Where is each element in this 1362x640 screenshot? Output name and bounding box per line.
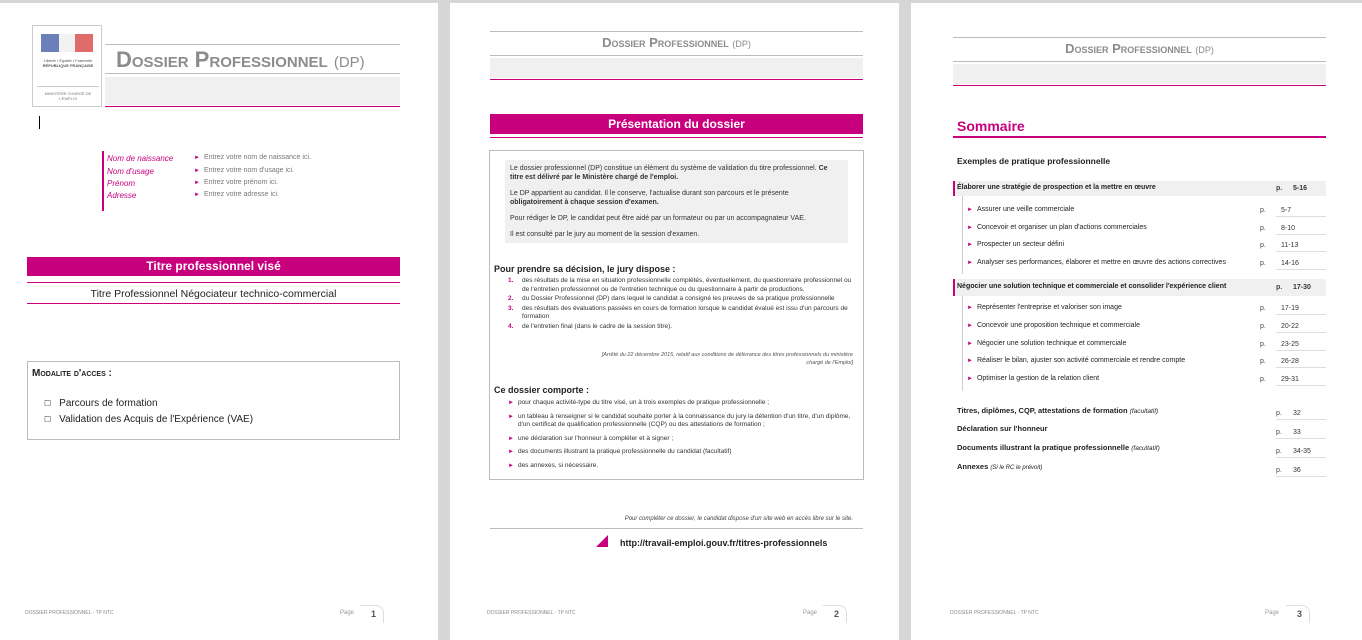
list-item: ► des documents illustrant la pratique professionnelle du candidat (facultatif) — [508, 448, 732, 455]
footer-left: DOSSIER PROFESSIONNEL - TP NTC — [950, 610, 1039, 616]
intro-paragraph-1: Le dossier professionnel (DP) constitue un élément du système de validation du titre professionnel. Ce titre est délivré par le Ministère chargé de l'emploi. — [510, 165, 828, 181]
footer-left: DOSSIER PROFESSIONNEL - TP NTC — [487, 610, 576, 616]
toc-item[interactable]: ► Concevoir une proposition technique et commerciale — [967, 322, 1140, 329]
intro-paragraph-4: Il est consulté par le jury au moment de la session d'examen. — [510, 231, 700, 238]
republique-francaise-logo — [32, 25, 102, 107]
footer-page-number: 3 — [1297, 609, 1303, 619]
footer-page-label: Page — [1265, 610, 1280, 616]
list-item: ► un tableau à renseigner si le candidat souhaite porter à la connaissance du jury la détention d'un titre, d'un diplôme, d'un certificat de qualification professionnelle (CQP) ou des attestations de formation ; — [508, 412, 851, 428]
field-label-nom-usage: Nom d'usage — [107, 167, 154, 176]
toc-item[interactable]: ► Réaliser le bilan, ajuster son activité commerciale et rendre compte — [967, 357, 1186, 364]
toc-item[interactable]: ► Optimiser la gestion de la relation client — [967, 375, 1100, 382]
toc-extra-annexes[interactable]: Annexes (Si le RC le prévoit) — [957, 462, 1043, 471]
footer-left: DOSSIER PROFESSIONNEL - TP NTC — [25, 610, 114, 616]
jury-list — [508, 277, 853, 331]
footer-page-label: Page — [340, 610, 355, 616]
intro-paragraph-2: Le DP appartient au candidat. Il le conserve, l'actualise durant son parcours et le présente obligatoirement à chaque session d'examen. — [510, 190, 789, 206]
field-nom-naissance[interactable]: ► Entrez votre nom de naissance ici. — [194, 154, 311, 161]
field-label-adresse: Adresse — [107, 191, 137, 200]
titre-band: Titre professionnel visé — [27, 257, 400, 276]
header-shade — [105, 77, 400, 105]
list-item: 3. des résultats des évaluations passées en cours de formation lorsque le candidat évalué est issu d'un parcours de formation — [508, 304, 848, 320]
toc-item[interactable]: ► Analyser ses performances, élaborer et mettre en œuvre des actions correctives — [967, 259, 1226, 266]
footer-page-number: 2 — [834, 609, 840, 619]
titre-value[interactable]: Titre Professionnel Négociateur technico-commercial — [90, 288, 337, 300]
toc-extra-titres[interactable]: Titres, diplômes, CQP, attestations de formation (facultatif) — [957, 406, 1159, 415]
document-page-1[interactable] — [0, 3, 438, 640]
logo-ministry: MINISTÈRE CHARGÉ DE L'EMPLOI — [37, 86, 99, 101]
exemples-heading: Exemples de pratique professionnelle — [957, 156, 1111, 166]
toc-item[interactable]: ► Assurer une veille commerciale — [967, 206, 1075, 213]
presentation-band: Présentation du dossier — [490, 114, 863, 134]
toc-item[interactable]: ► Prospecter un secteur défini — [967, 241, 1065, 248]
intro-paragraph-3: Pour rédiger le DP, le candidat peut être aidé par un formateur ou par un accompagnateur VAE. — [510, 215, 806, 222]
field-label-prenom: Prénom — [107, 179, 136, 188]
website-link[interactable]: http://travail-emploi.gouv.fr/titres-professionnels — [620, 538, 828, 548]
arrete-citation: [Arrêté du 22 décembre 2015, relatif aux conditions de délivrance des titres professionnels du ministère chargé de l'Emploi] — [601, 352, 853, 366]
list-item: ► pour chaque activité-type du titre visé, un à trois exemples de pratique professionnelle ; — [508, 399, 770, 406]
field-adresse[interactable]: ► Entrez votre adresse ici. — [194, 191, 280, 198]
field-prenom[interactable]: ► Entrez votre prénom ici. — [194, 179, 278, 186]
flag-icon — [41, 34, 93, 52]
list-item: ► des annexes, si nécessaire. — [508, 461, 599, 469]
logo-republic: RÉPUBLIQUE FRANÇAISE — [42, 63, 94, 68]
field-nom-usage[interactable]: ► Entrez votre nom d'usage ici. — [194, 167, 294, 174]
modalite-option-formation[interactable]: ☐ Parcours de formation — [44, 398, 158, 409]
logo-motto: Liberté • Égalité • Fraternité — [43, 58, 93, 63]
jury-heading: Pour prendre sa décision, le jury dispose : — [494, 264, 676, 274]
page-header-title: Dossier Professionnel (DP) — [1065, 41, 1214, 56]
document-page-2[interactable] — [450, 3, 899, 640]
header-rule — [105, 44, 400, 45]
checkbox-icon[interactable]: ☐ — [44, 399, 52, 408]
text-cursor — [39, 116, 40, 129]
toc-extra-documents[interactable]: Documents illustrant la pratique professionnelle (facultatif) — [957, 443, 1160, 452]
complete-note: Pour compléter ce dossier, le candidat dispose d'un site web en accès libre sur le site. — [624, 516, 853, 522]
footer-page-number: 1 — [371, 609, 377, 619]
list-item: 4. de l'entretien final (dans le cadre de la session titre). — [508, 322, 673, 330]
document-title: Dossier Professionnel (DP) — [116, 47, 365, 72]
toc-section-1[interactable]: Élaborer une stratégie de prospection et la mettre en œuvre — [957, 184, 1156, 191]
modalite-box — [27, 361, 400, 440]
field-label-nom-naissance: Nom de naissance — [107, 154, 174, 163]
sommaire-heading: Sommaire — [957, 118, 1025, 134]
toc-section-2[interactable]: Négocier une solution technique et commerciale et consolider l'expérience client — [957, 283, 1227, 290]
list-item: 2. du Dossier Professionnel (DP) dans lequel le candidat a consigné les preuves de sa pratique professionnelle — [508, 295, 835, 302]
modalite-option-vae[interactable]: ☐ Validation des Acquis de l'Expérience (VAE) — [44, 414, 254, 425]
modalite-heading: Modalite d'acces : — [32, 368, 112, 379]
toc-item[interactable]: ► Représenter l'entreprise et valoriser son image — [967, 304, 1122, 311]
corner-triangle-icon — [596, 535, 608, 547]
page-header-title: Dossier Professionnel (DP) — [602, 35, 751, 50]
toc-item[interactable]: ► Négocier une solution technique et commerciale — [967, 340, 1127, 347]
footer-page-label: Page — [803, 610, 818, 616]
comporte-list — [508, 399, 853, 470]
list-item: 1. des résultats de la mise en situation professionnelle complétés, éventuellement, du questionnaire professionnel ou de l'entretien professionnel ou de l'entretien technique ou du questionnaire à partir de productions. — [508, 277, 852, 293]
checkbox-icon[interactable]: ☐ — [44, 415, 52, 424]
comporte-heading: Ce dossier comporte : — [494, 385, 590, 395]
toc-item[interactable]: ► Concevoir et organiser un plan d'actions commerciales — [967, 224, 1147, 231]
document-page-3[interactable]: Dossier Professionnel (DP) Sommaire Exemples de pratique professionnelle Élaborer une stratégie de prospection et la mettre en œuvre p. 5-16 ► Assurer une veille commerciale p. 5-7 ► Concevoir et organiser un plan d'actions commerciales p. 8-10 ► Prospecter un secteur défini p. 11-13 ► Analyser ses performances, élaborer et mettre en œuvre des actions correctives p. 14-16 Négocier une solution technique et commerciale et consolider l'expérience client p. 17-30 ► Représenter l'entreprise et valoriser son image p. 17-19 ► Concevoir une proposition technique et commerciale p. 20-22 ► Négocier une solution technique et commerciale p. 23-25 ► Réaliser le bilan, ajuster son activité commerciale et rendre compte p. 26-28 ► Optimiser la gestion de la relation client p. 29-31 Titres, diplômes, CQP, attestations de formation (facultatif) p. 32 Déclaration sur l'honneur p. 33 Documents illustrant la pratique professionnelle (facultatif) p. 34-35 Annexes (Si le RC le prévoit) p. 36 DOSSIER PROFESSIONNEL - TP NTC Page 3 — [911, 3, 1362, 640]
toc-extra-declaration[interactable]: Déclaration sur l'honneur — [957, 424, 1048, 433]
list-item: ► une déclaration sur l'honneur à compléter et à signer ; — [508, 434, 674, 442]
